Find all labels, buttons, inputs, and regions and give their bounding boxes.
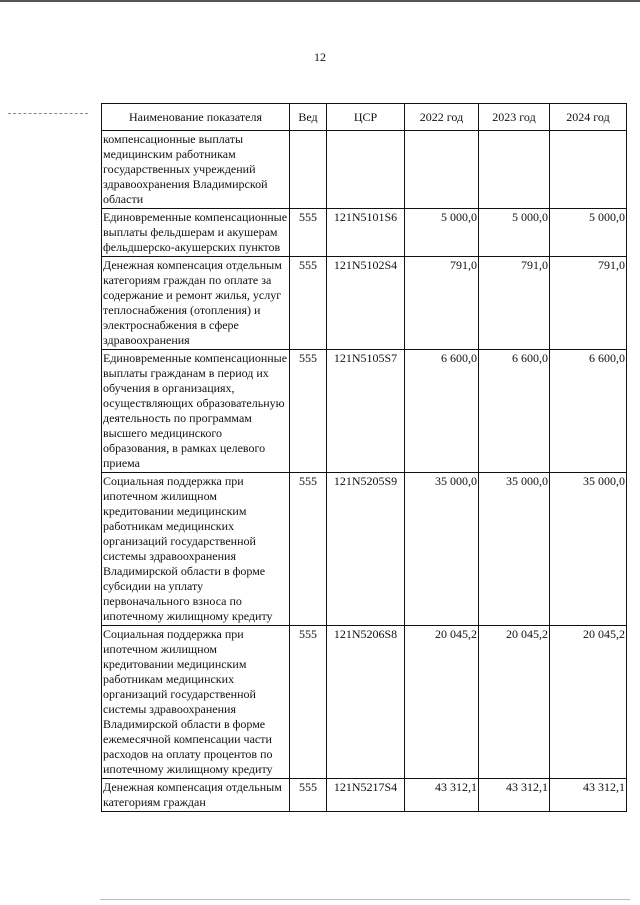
- page-top-edge: [0, 0, 640, 2]
- row-csr-cell: 121N5102S4: [327, 257, 405, 350]
- row-csr-cell: 121N5217S4: [327, 779, 405, 812]
- row-2024-cell: 20 045,2: [550, 626, 627, 779]
- column-header-csr: ЦСР: [327, 104, 405, 131]
- row-2023-cell: 5 000,0: [479, 209, 550, 257]
- row-ved-cell: 555: [290, 779, 327, 812]
- row-name-cell: Денежная компенсация отдельным категориям граждан: [102, 779, 290, 812]
- row-ved-cell: 555: [290, 350, 327, 473]
- row-csr-cell: 121N5206S8: [327, 626, 405, 779]
- row-2023-cell: [479, 131, 550, 209]
- row-2024-cell: 35 000,0: [550, 473, 627, 626]
- table-row: [102, 209, 627, 257]
- table-row: [102, 350, 627, 473]
- row-2022-cell: 6 600,0: [405, 350, 479, 473]
- row-ved-cell: [290, 131, 327, 209]
- margin-mark: [8, 113, 88, 116]
- row-2022-cell: 43 312,1: [405, 779, 479, 812]
- row-2023-cell: 791,0: [479, 257, 550, 350]
- row-2024-cell: [550, 131, 627, 209]
- row-2023-cell: 43 312,1: [479, 779, 550, 812]
- row-name-cell: Денежная компенсация отдельным категориям граждан по оплате за содержание и ремонт жилья, услуг теплоснабжения (отопления) и электроснабжения в сфере здравоохранения: [102, 257, 290, 350]
- row-2024-cell: 6 600,0: [550, 350, 627, 473]
- table-row: [102, 131, 627, 209]
- row-ved-cell: 555: [290, 209, 327, 257]
- column-header-2022: 2022 год: [405, 104, 479, 131]
- row-2024-cell: 5 000,0: [550, 209, 627, 257]
- row-name-cell: Единовременные компенсационные выплаты гражданам в период их обучения в организациях, осуществляющих образовательную деятельность по программам высшего медицинского образования, в рамках целевого приема: [102, 350, 290, 473]
- row-2024-cell: 791,0: [550, 257, 627, 350]
- page-number: 12: [314, 50, 326, 64]
- row-2022-cell: 5 000,0: [405, 209, 479, 257]
- row-2024-cell: 43 312,1: [550, 779, 627, 812]
- table-header-row: [102, 104, 627, 131]
- row-name-cell: Социальная поддержка при ипотечном жилищном кредитовании медицинским работникам медицинских организаций государственной системы здравоохранения Владимирской области в форме субсидии на уплату первоначального взноса по ипотечному жилищному кредиту: [102, 473, 290, 626]
- row-2022-cell: 35 000,0: [405, 473, 479, 626]
- column-header-2024: 2024 год: [550, 104, 627, 131]
- row-ved-cell: 555: [290, 257, 327, 350]
- row-csr-cell: [327, 131, 405, 209]
- row-name-cell: Социальная поддержка при ипотечном жилищном кредитовании медицинским работникам медицинских организаций государственной системы здравоохранения Владимирской области в форме ежемесячной компенсации части расходов на оплату процентов по ипотечному жилищному кредиту: [102, 626, 290, 779]
- table-row: [102, 626, 627, 779]
- row-2022-cell: [405, 131, 479, 209]
- row-ved-cell: 555: [290, 473, 327, 626]
- row-ved-cell: 555: [290, 626, 327, 779]
- column-header-ved: Вед: [290, 104, 327, 131]
- row-csr-cell: 121N5101S6: [327, 209, 405, 257]
- table-row: [102, 779, 627, 812]
- table-row: [102, 257, 627, 350]
- row-name-cell: Единовременные компенсационные выплаты фельдшерам и акушерам фельдшерско-акушерских пунктов: [102, 209, 290, 257]
- column-header-name: Наименование показателя: [102, 104, 290, 131]
- table-row: [102, 473, 627, 626]
- budget-table: [101, 103, 627, 812]
- row-2023-cell: 20 045,2: [479, 626, 550, 779]
- column-header-2023: 2023 год: [479, 104, 550, 131]
- row-2022-cell: 791,0: [405, 257, 479, 350]
- row-2023-cell: 35 000,0: [479, 473, 550, 626]
- row-csr-cell: 121N5105S7: [327, 350, 405, 473]
- row-2022-cell: 20 045,2: [405, 626, 479, 779]
- row-name-cell: компенсационные выплаты медицинским работникам государственных учреждений здравоохранения Владимирской области: [102, 131, 290, 209]
- row-csr-cell: 121N5205S9: [327, 473, 405, 626]
- row-2023-cell: 6 600,0: [479, 350, 550, 473]
- page-bottom-edge: [100, 899, 630, 901]
